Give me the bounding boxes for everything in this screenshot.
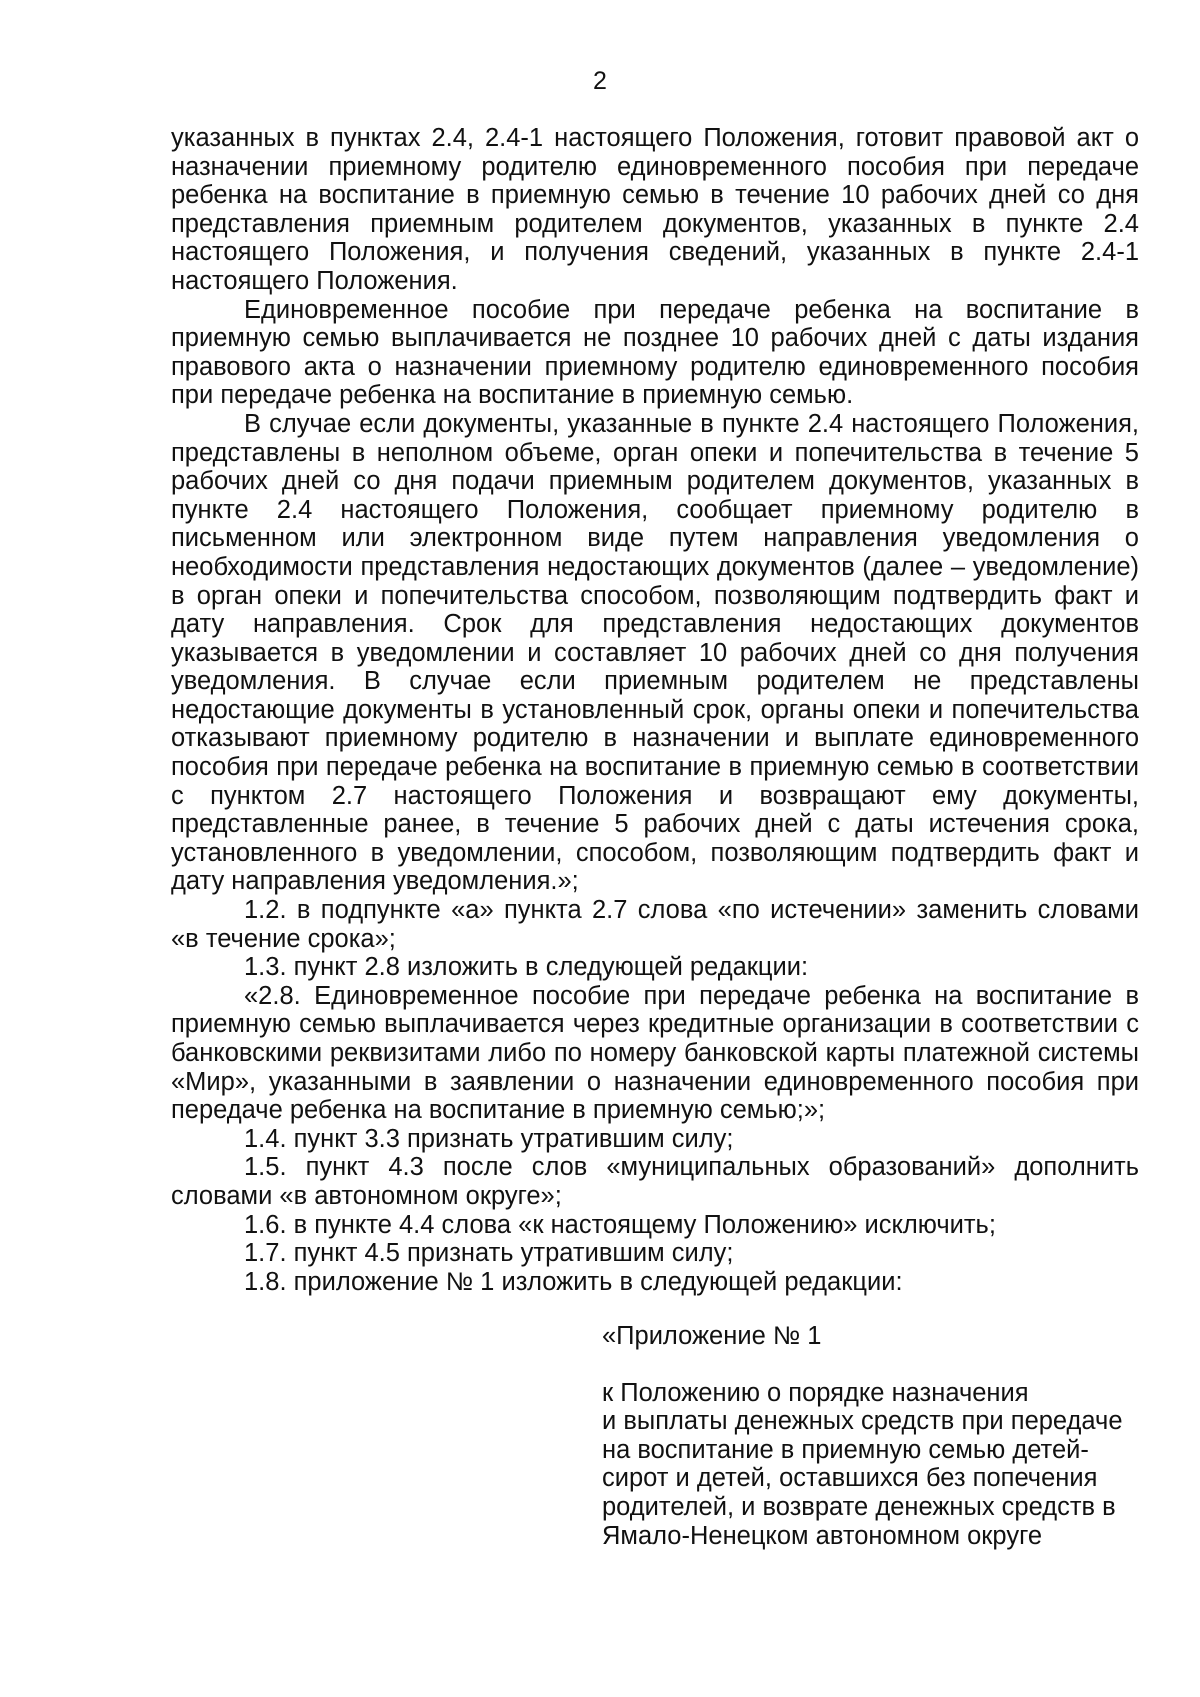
appendix-block [602,1322,1162,1550]
appendix-line: сирот и детей, оставшихся без попечения [602,1464,1098,1493]
paragraph: 1.4. пункт 3.3 признать утратившим силу; [244,1124,734,1153]
paragraph: 1.3. пункт 2.8 изложить в следующей редакции: [244,953,809,982]
appendix-line: и выплаты денежных средств при передаче [602,1407,1123,1436]
paragraph: «2.8. Единовременное пособие при передаче ребенка на воспитание в приемную семью выплачивается через кредитные организации в соответствии с банковскими реквизитами либо по номеру банковской карты платежной системы «Мир», указанными в заявлении о назначении единовременного пособия при передаче ребенка на воспитание в приемную семью;»; [171,981,1139,1125]
appendix-line: родителей, и возврате денежных средств в [602,1492,1116,1521]
paragraph: 1.2. в подпункте «а» пункта 2.7 слова «по истечении» заменить словами «в течение срока»; [171,896,1139,953]
appendix-line: к Положению о порядке назначения [602,1378,1029,1407]
appendix-line: на воспитание в приемную семью детей- [602,1435,1089,1464]
appendix-line: Ямало-Ненецком автономном округе [602,1521,1042,1550]
paragraph: 1.7. пункт 4.5 признать утратившим силу; [244,1239,734,1268]
document-body [171,124,1139,1296]
page-number: 2 [593,67,607,95]
paragraph: 1.5. пункт 4.3 после слов «муниципальных образований» дополнить словами «в автономном округе»; [171,1153,1139,1210]
paragraph: Единовременное пособие при передаче ребенка на воспитание в приемную семью выплачивается не позднее 10 рабочих дней с даты издания правового акта о назначении приемному родителю единовременного пособия при передаче ребенка на воспитание в приемную семью. [171,295,1139,410]
paragraph: 1.6. в пункте 4.4 слова «к настоящему Положению» исключить; [244,1210,996,1239]
paragraph: указанных в пунктах 2.4, 2.4-1 настоящего Положения, готовит правовой акт о назначении приемному родителю единовременного пособия при передаче ребенка на воспитание в приемную семью в течение 10 рабочих дней со дня представления приемным родителем документов, указанных в пункте 2.4 настоящего Положения, и получения сведений, указанных в пункте 2.4-1 настоящего Положения. [171,124,1139,295]
paragraph: 1.8. приложение № 1 изложить в следующей редакции: [244,1267,903,1296]
appendix-title: «Приложение № 1 [602,1322,822,1350]
paragraph: В случае если документы, указанные в пункте 2.4 настоящего Положения, представлены в неполном объеме, орган опеки и попечительства в течение 5 рабочих дней со дня подачи приемным родителем документов, указанных в пункте 2.4 настоящего Положения, сообщает приемному родителю в письменном или электронном виде путем направления уведомления о необходимости представления недостающих документов (далее – уведомление) в орган опеки и попечительства способом, позволяющим подтвердить факт и дату направления. Срок для представления недостающих документов указывается в уведомлении и составляет 10 рабочих дней со дня получения уведомления. В случае если приемным родителем не представлены недостающие документы в установленный срок, органы опеки и попечительства отказывают приемному родителю в назначении и выплате единовременного пособия при передаче ребенка на воспитание в приемную семью в соответствии с пунктом 2.7 настоящего Положения и возвращают ему документы, представленные ранее, в течение 5 рабочих дней с даты истечения срока, установленного в уведомлении, способом, позволяющим подтвердить факт и дату направления уведомления.»; [171,409,1139,896]
